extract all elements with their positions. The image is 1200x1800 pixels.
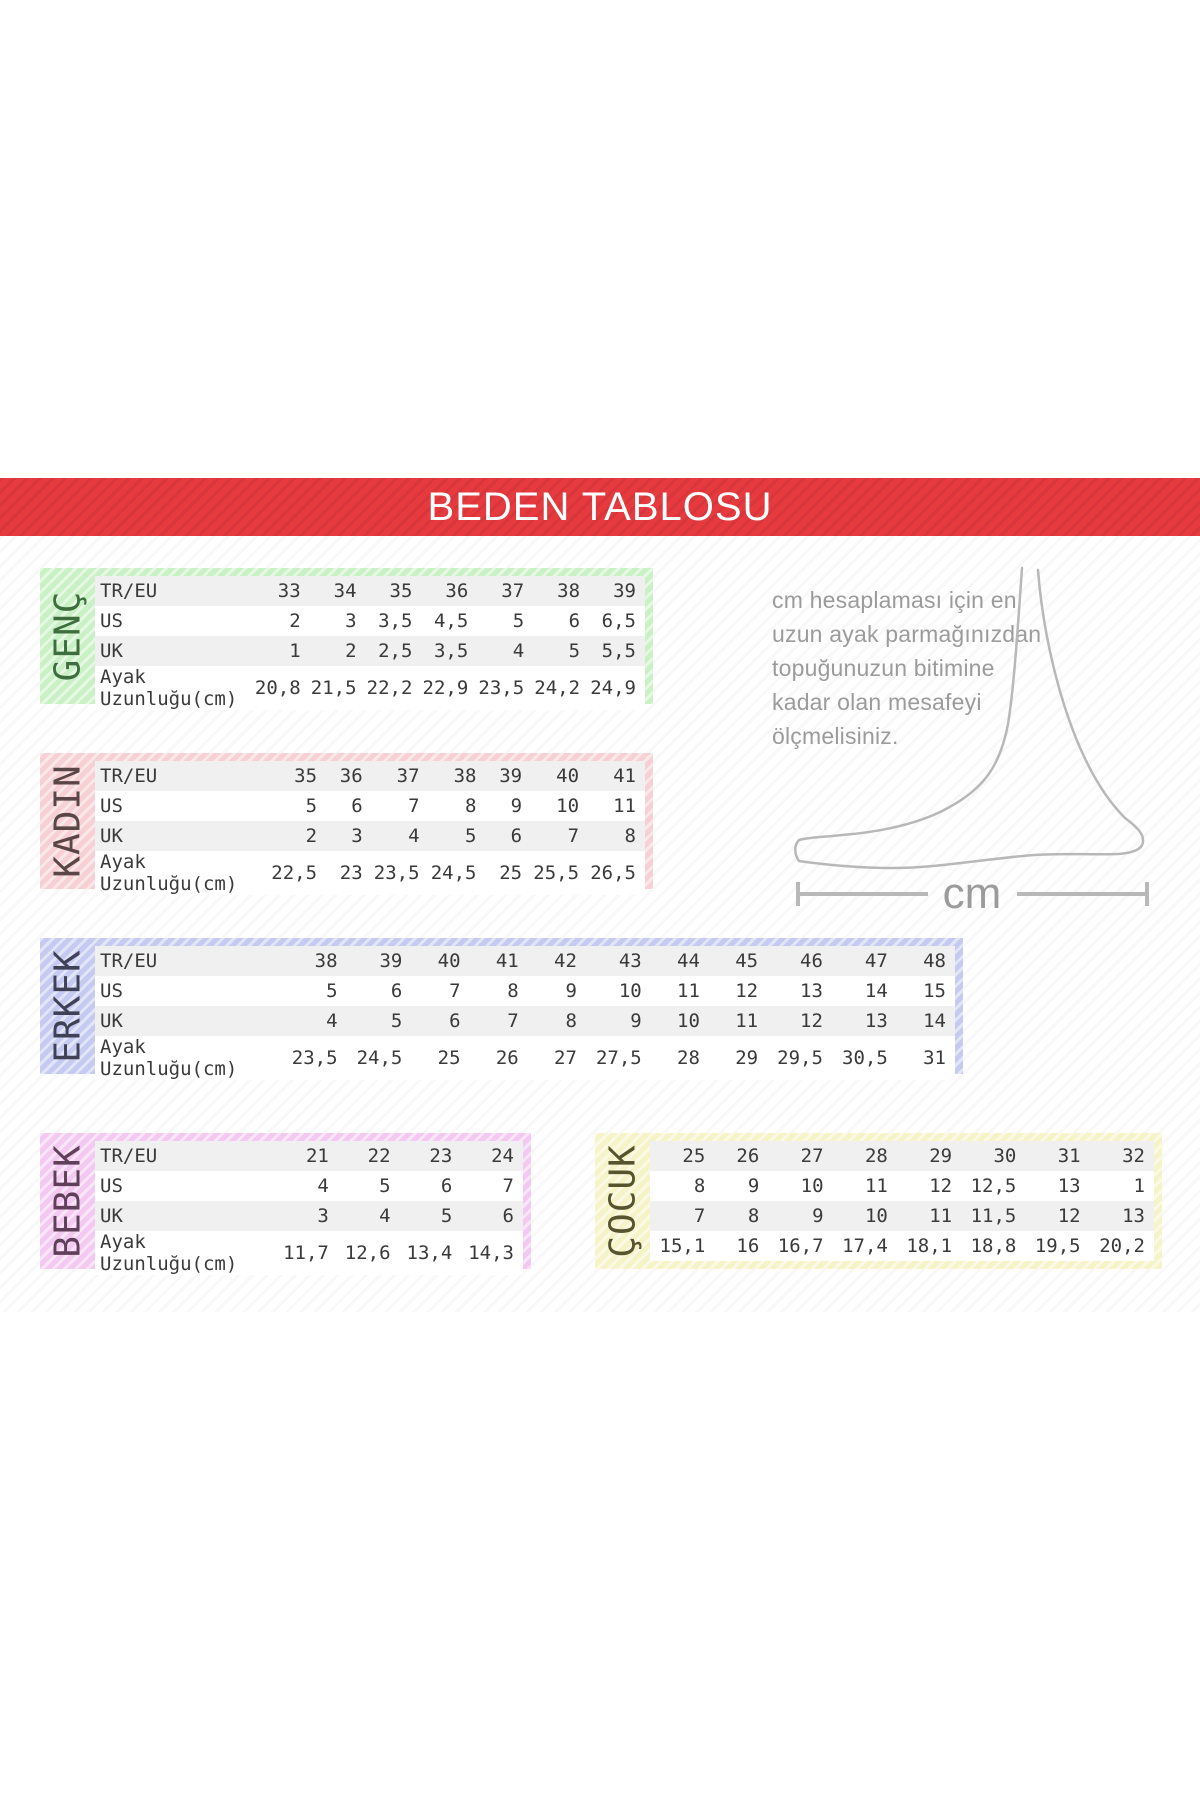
size-cell: 21,5 [310,677,357,699]
size-cell: 18,1 [906,1235,953,1257]
size-cell: 11,5 [970,1205,1017,1227]
size-cell: 4 [379,1205,391,1227]
size-cell: 8 [747,1205,760,1227]
size-cell: 31 [1057,1145,1081,1167]
category-strip-cocuk [595,1133,650,1269]
size-cell: 12 [800,1010,823,1032]
size-cell: 5 [305,795,318,817]
size-cell: 24 [491,1145,514,1167]
table-wrap-genc [95,568,653,710]
category-label-genc: GENÇ [47,590,88,682]
size-cell: 4 [408,825,420,847]
size-cell: 14 [923,1010,946,1032]
category-label-erkek: ERKEK [47,949,88,1063]
row-header: US [100,795,123,817]
size-cell: 11 [613,795,636,817]
size-cell: 21 [305,1145,329,1167]
size-cell: 24,5 [430,862,477,884]
size-cell: 25 [682,1145,706,1167]
size-cell: 22,5 [271,862,318,884]
row-header: Ayak Uzunluğu(cm) [100,666,238,710]
size-cell: 8 [624,825,636,847]
size-cell: 13 [800,980,823,1002]
size-cell: 16,7 [777,1235,824,1257]
size-cell: 23,5 [478,677,525,699]
size-cell: 5 [568,640,581,662]
size-cell: 28 [677,1047,700,1069]
size-table-frame-erkek [40,938,963,1080]
instruction-line: kadar olan mesafeyi [772,689,982,715]
size-cell: 15,1 [659,1235,706,1257]
size-cell: 39 [499,765,523,787]
size-cell: 9 [565,980,577,1002]
size-cell: 2 [289,610,301,632]
size-cell: 31 [923,1047,946,1069]
table-wrap-bebek [95,1133,531,1275]
size-cell: 6 [351,795,363,817]
size-cell: 38 [453,765,477,787]
category-strip-kadin [40,753,95,889]
size-cell: 29 [929,1145,953,1167]
title-banner [0,478,1200,536]
category-strip-bebek [40,1133,95,1269]
table-wrap-kadin [95,753,653,895]
row-header: TR/EU [100,950,158,972]
size-cell: 37 [396,765,420,787]
cm-unit-label: cm [942,869,1002,918]
size-cell: 5 [326,980,338,1002]
size-cell: 11 [735,1010,759,1032]
size-cell: 24,5 [356,1047,403,1069]
size-table-frame-cocuk [595,1133,1162,1269]
row-header: TR/EU [100,580,158,602]
table-wrap-cocuk [650,1133,1162,1269]
row-header: TR/EU [100,765,158,787]
size-cell: 22,9 [422,677,469,699]
size-row [95,1171,523,1201]
table-wrap-erkek [95,938,963,1080]
size-cell: 30,5 [842,1047,888,1069]
size-cell: 41 [613,765,636,787]
size-cell: 5,5 [601,640,636,662]
size-cell: 6 [568,610,581,632]
size-row [95,606,645,636]
size-cell: 9 [812,1205,824,1227]
size-cell: 25,5 [533,862,580,884]
size-cell: 13 [1122,1205,1145,1227]
instruction-line: cm hesaplaması için en [772,587,1017,613]
size-cell: 5 [465,825,477,847]
size-cell: 24,2 [534,677,581,699]
size-cell: 12 [1057,1205,1081,1227]
size-cell: 39 [613,580,636,602]
size-cell: 4 [326,1010,338,1032]
size-row [95,636,645,666]
category-strip-genc [40,568,95,704]
size-table-bebek [95,1141,523,1275]
size-cell: 1 [1133,1175,1145,1197]
size-cell: 1 [289,640,301,662]
size-row [95,1231,523,1275]
size-cell: 46 [800,950,823,972]
size-cell: 3 [345,610,357,632]
size-cell: 10 [556,795,580,817]
size-cell: 34 [333,580,357,602]
size-cell: 6 [502,1205,514,1227]
instruction-line: ölçmelisiniz. [772,723,899,749]
row-header: Ayak Uzunluğu(cm) [100,1036,238,1080]
size-cell: 4 [317,1175,329,1197]
size-cell: 24,9 [590,677,636,699]
size-cell: 13 [1057,1175,1081,1197]
size-cell: 41 [495,950,519,972]
size-row [650,1171,1154,1201]
size-cell: 4 [512,640,525,662]
size-cell: 47 [864,950,888,972]
size-cell: 5 [379,1175,391,1197]
size-cell: 11 [929,1205,953,1227]
category-label-bebek: BEBEK [47,1144,88,1258]
size-cell: 3,5 [433,640,469,662]
size-cell: 16 [736,1235,760,1257]
size-cell: 14 [864,980,888,1002]
size-row [95,1201,523,1231]
category-label-kadin: KADIN [47,764,88,878]
size-cell: 5 [390,1010,403,1032]
size-cell: 23 [339,862,363,884]
size-cell: 7 [408,795,420,817]
size-cell: 37 [501,580,525,602]
size-cell: 14,3 [468,1242,514,1264]
size-cell: 7 [449,980,461,1002]
size-cell: 22,2 [366,677,413,699]
size-cell: 38 [557,580,581,602]
size-row [95,761,645,791]
size-cell: 23 [429,1145,453,1167]
size-cell: 9 [510,795,523,817]
row-header: US [100,1175,123,1197]
size-cell: 29,5 [777,1047,823,1069]
size-row [650,1201,1154,1231]
size-row [95,791,645,821]
size-cell: 2,5 [378,640,413,662]
row-header: UK [100,1205,123,1227]
size-cell: 3 [317,1205,329,1227]
size-cell: 11 [677,980,700,1002]
size-cell: 6,5 [601,610,636,632]
size-cell: 10 [800,1175,824,1197]
size-cell: 2 [345,640,357,662]
size-table-cocuk [650,1141,1154,1261]
size-cell: 12 [735,980,759,1002]
size-cell: 35 [389,580,413,602]
size-cell: 23,5 [291,1047,338,1069]
row-header: TR/EU [100,1145,158,1167]
size-cell: 7 [502,1175,514,1197]
size-cell: 40 [437,950,461,972]
size-cell: 32 [1122,1145,1145,1167]
size-row [95,576,645,606]
size-table-kadin [95,761,645,895]
instruction-line: uzun ayak parmağınızdan [772,621,1042,647]
size-cell: 26 [736,1145,760,1167]
size-table-erkek [95,946,955,1080]
size-cell: 27,5 [595,1047,642,1069]
size-cell: 6 [510,825,523,847]
row-header: Ayak Uzunluğu(cm) [100,1231,238,1275]
size-table-frame-genc [40,568,653,710]
size-cell: 5 [512,610,525,632]
size-cell: 7 [693,1205,706,1227]
row-header: US [100,980,123,1002]
size-row [95,976,955,1006]
size-cell: 3 [351,825,363,847]
size-table-genc [95,576,645,710]
size-cell: 27 [554,1047,577,1069]
category-label-cocuk: ÇOCUK [602,1144,643,1258]
size-cell: 3,5 [378,610,413,632]
size-cell: 10 [864,1205,888,1227]
size-cell: 20,8 [254,677,301,699]
size-cell: 17,4 [842,1235,888,1257]
size-cell: 6 [390,980,403,1002]
size-cell: 28 [864,1145,888,1167]
size-cell: 9 [747,1175,760,1197]
size-cell: 35 [294,765,318,787]
size-cell: 6 [440,1175,453,1197]
row-header: Ayak Uzunluğu(cm) [100,851,238,895]
size-row [650,1141,1154,1171]
size-cell: 19,5 [1034,1235,1081,1257]
size-cell: 4,5 [433,610,469,632]
size-cell: 13 [864,1010,888,1032]
size-cell: 7 [507,1010,519,1032]
size-cell: 8 [507,980,519,1002]
size-cell: 8 [693,1175,706,1197]
size-cell: 13,4 [406,1242,453,1264]
size-cell: 33 [277,580,301,602]
foot-outline-icon [795,568,1143,868]
size-cell: 5 [440,1205,453,1227]
size-cell: 25 [437,1047,461,1069]
size-cell: 48 [923,950,946,972]
size-cell: 42 [554,950,577,972]
size-cell: 36 [339,765,363,787]
size-row [95,1036,955,1080]
size-cell: 10 [677,1010,700,1032]
size-table-frame-bebek [40,1133,531,1275]
size-cell: 20,2 [1099,1235,1145,1257]
size-cell: 25 [499,862,523,884]
size-cell: 27 [800,1145,824,1167]
size-cell: 9 [630,1010,642,1032]
size-row [95,666,645,710]
size-cell: 38 [314,950,338,972]
size-row [95,1141,523,1171]
size-cell: 43 [618,950,642,972]
size-cell: 2 [305,825,318,847]
size-cell: 11 [864,1175,888,1197]
row-header: UK [100,825,123,847]
size-cell: 23,5 [373,862,420,884]
size-cell: 26,5 [590,862,636,884]
size-cell: 6 [449,1010,461,1032]
size-cell: 22 [367,1145,391,1167]
row-header: UK [100,640,123,662]
size-cell: 36 [445,580,469,602]
size-row [95,821,645,851]
size-cell: 26 [495,1047,519,1069]
foot-measure-diagram [780,540,1170,920]
size-cell: 12,6 [344,1242,391,1264]
size-row [95,946,955,976]
category-strip-erkek [40,938,95,1074]
size-cell: 18,8 [970,1235,1017,1257]
size-row [95,851,645,895]
size-cell: 29 [735,1047,759,1069]
size-row [95,1006,955,1036]
size-cell: 30 [993,1145,1017,1167]
size-cell: 45 [735,950,759,972]
size-cell: 12,5 [970,1175,1017,1197]
size-cell: 8 [465,795,477,817]
size-cell: 39 [379,950,403,972]
size-cell: 12 [929,1175,953,1197]
size-cell: 10 [618,980,642,1002]
size-cell: 11,7 [283,1242,329,1264]
size-cell: 7 [567,825,580,847]
row-header: US [100,610,123,632]
row-header: UK [100,1010,123,1032]
size-cell: 8 [565,1010,577,1032]
size-cell: 40 [556,765,580,787]
size-cell: 44 [677,950,700,972]
size-cell: 15 [923,980,946,1002]
page-title: BEDEN TABLOSU [427,484,773,529]
size-table-frame-kadin [40,753,653,895]
size-row [650,1231,1154,1261]
instruction-line: topuğunuzun bitimine [772,655,995,681]
